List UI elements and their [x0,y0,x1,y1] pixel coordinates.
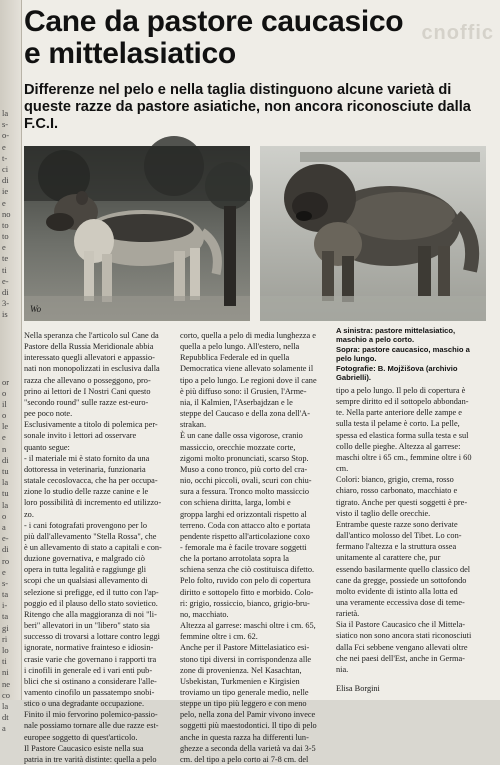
text-line: patria in tre varità distinte: quella a pelo [24,754,157,764]
text-line: una veramente eccessiva dose di teme- [336,597,465,607]
text-line: nia, il Kalmien, l'Aserbajdzan e le [180,397,293,407]
text-line: duzione governativa, e malgrado ciò [24,554,145,564]
text-line: pee poco note. [24,409,73,419]
text-line: prino ai lettori de I Nostri Cani questo [24,386,151,396]
text-line: ignorate, normative frainteso e idiosin- [24,643,154,653]
edge-text-fragment: e [2,197,6,208]
edge-text-fragment: di [2,454,9,465]
text-line: beri" allevatori in un "libero" stato sia [24,621,150,631]
column-3-body [336,385,492,675]
text-line: sulla testa il pelame è corto. La pelle, [336,419,460,429]
text-line: cane da gregge, possiede un sottofondo [336,575,467,585]
article-subtitle: Differenze nel pelo e nella taglia distinguono alcune varietà di queste razze da pastore asiatiche, non ancora riconosciute dalla F.C.I. [24,82,471,132]
text-line: stico o una degradante occupazione. [24,699,145,709]
text-line: maschi oltre i 65 cm., femmine oltre i 60 [336,452,472,462]
text-line: i cinofili in generale ed i vari enti pub- [24,665,153,675]
text-line: cm. [336,464,349,474]
text-line: cm. del tipo a pelo corto ai 7-8 cm. del [180,754,309,764]
text-line: pendente rispetto all'articolazione coxo [180,531,310,541]
text-line: statale cecoslovacca, che ha per occupa- [24,476,158,486]
text-line: Altezza al garrese: maschi oltre i cm. 65, [180,621,316,631]
text-line: siatico non sono ancora stati riconosciuti [336,631,472,641]
edge-text-fragment: ne [2,678,11,689]
previous-page-edge [0,0,22,734]
text-line: molto evidente di istinto alla lotta ed [336,586,458,596]
text-line: zigomi molto pronunciati, scarso Stop. [180,453,309,463]
text-line: femmine oltre i cm. 62. [180,632,258,642]
edge-text-fragment: il [2,398,7,409]
edge-text-fragment: tu [2,466,9,476]
edge-text-fragment [0,354,21,365]
text-line: dalla Fci sebbene vengano allevati oltre [336,642,468,652]
edge-text-fragment: dt [2,712,9,723]
text-line: interessato quegli allevatori e appassio- [24,353,155,363]
text-line: poggio ed il plauso dello stato sovietico. [24,598,158,608]
text-line: è un allevamento di stato a capitali e con- [24,542,162,552]
caption-line: Sopra: pastore caucasico, maschio a [336,344,470,354]
text-line: europee soggetto di quest'articolo. [24,732,138,742]
edge-text-fragment [0,321,21,332]
text-line: Repubblica Federale ed in quella [180,353,290,363]
text-line: troviamo un tipo generale medio, nelle [180,688,309,697]
edge-text-fragment: ni [2,667,9,678]
dog-photo-long-hair [260,146,486,321]
text-line: pelo, nella zona del Pamir vivono invece [180,710,316,720]
text-line: ri: grigio, rossiccio, bianco, grigio-bru- [180,598,310,608]
edge-text-fragment: di [2,544,9,555]
text-line: zo. [24,509,34,519]
text-line: più dall'allevamento "Stella Rossa", che [24,531,157,541]
text-line: zione lo studio delle razze canine e le [24,487,149,497]
text-line: Muso a cono tronco, più corto del cra- [180,464,308,474]
text-line: Finito il mio fervorino polemico-passio- [24,710,158,720]
text-line: strakan. [180,420,207,430]
edge-text-fragment: ri [2,633,8,644]
edge-text-fragment: e- [2,275,9,286]
edge-text-fragment: tu [2,488,9,499]
edge-text-fragment: e [2,432,6,443]
edge-text-fragment: a [2,723,6,734]
edge-text-fragment: la [2,477,9,488]
text-line: sempre diritto ed il sottopelo abbondan- [336,397,469,407]
edge-text-fragment: is [2,309,8,320]
text-line: Anche per il Pastore Mittelasiatico esi- [180,643,310,653]
article-title [24,6,494,70]
text-line: Ritengo che alla maggioranza di noi "li- [24,609,157,619]
text-line: quella a pelo lungo. All'estero, nella [180,342,300,352]
edge-text-fragment: e [2,566,6,577]
text-line: è più diffuso sono: il Grusien, l'Arme- [180,386,307,396]
edge-text-fragment: ti [2,656,7,667]
text-line: dall'antico molosso del Tibet. Lo con- [336,531,462,541]
edge-text-fragment: di [2,175,9,186]
edge-text-fragment: la [2,499,9,510]
edge-text-fragment: lo [2,645,9,655]
text-line: zone di provenienza. Nel Kasachtan, [180,665,302,675]
text-line: Usbekistan, Turkmenien e Kirgisien [180,676,300,686]
text-line: fermano l'altezza e la struttura ossea [336,542,457,552]
text-line: - i cani fotografati provengono per lo [24,520,148,530]
edge-text-fragment: o [2,410,7,421]
edge-text-fragment: n [2,443,7,454]
text-line: Nella speranza che l'articolo sul Cane da [24,331,159,340]
text-line: quanto segue: [24,442,70,452]
text-line: Pelo folto, ruvido con pelo di copertura [180,576,311,586]
text-line: terreno. Coda con attacco alto e portata [180,520,311,530]
photo-mittelasiatic-shepherd [24,146,250,321]
text-line: loro possibilità di incremento ed utilizzo- [24,498,162,508]
article-title-line-2: e mittelasiatico [24,37,236,70]
edge-text-fragment: te [2,253,9,264]
article-column-3 [336,385,492,694]
edge-text-fragment: no [2,208,11,219]
edge-text-fragment: t- [2,152,8,163]
edge-text-fragment [0,365,21,376]
text-line: Esclusivamente a titolo di polemica per- [24,420,158,430]
text-line: Democratica viene allevato solamente il [180,364,314,374]
caption-line: pelo lungo. [336,354,377,364]
caption-line: A sinistra: pastore mittelasiatico, [336,326,456,335]
text-line: collo delle pieghe. Altezza al garrese: [336,441,461,451]
text-line: tipo a pelo lungo. Il pelo di copertura è [336,386,466,395]
edge-text-fragment: or [2,376,10,387]
text-line: tipo a pelo lungo. Le regioni dove il cane [180,375,317,385]
text-line: unitamente al carattere che, pur [336,553,441,563]
article-column-1 [24,330,172,765]
text-line: Sia il Pastore Caucasico che il Mittela- [336,620,466,630]
text-line: schiena senza che ciò costituisca difetto. [180,565,315,575]
text-line: steppe un tipo più leggero e con meno [180,699,307,709]
text-line: con schiena diritta, larga, lombi e [180,498,291,508]
photo-caucasian-shepherd [260,146,486,321]
text-line: nio, occhi piccoli, ovali, scuri con chiu- [180,476,312,486]
text-line: soggetti più maestodontici. Il tipo di pelo [180,721,317,731]
article-title-line-1: Cane da pastore caucasico [24,5,404,38]
text-line: dottoressa in veterinaria, funzionaria [24,464,146,474]
text-line: successo di trovarsi a lottare contro leggi [24,632,160,642]
edge-text-fragment: s- [2,119,9,130]
text-line: sura a fessura. Tronco molto massiccio [180,487,310,497]
text-line: visto il taglio delle orecchie. [336,508,431,518]
text-line: steppe del Caucaso e della zona dell'A- [180,409,311,419]
text-line: groppa larghi ed orizzontali rispetto al [180,509,307,519]
photo-caption [336,326,496,382]
text-line: Entrambe queste razze sono derivate [336,519,458,529]
edge-text-fragment: la [2,108,9,118]
text-line: nia. [336,664,349,674]
text-line: spessa ed elastica forma sulla testa e sul [336,430,469,440]
text-line: tigrato. Anche per questi soggetti è pre- [336,497,468,507]
text-line: ghezze a seconda della varietà va dai 3-5 [180,743,316,753]
text-line: blici che si ostinano a considerare l'alle- [24,676,157,686]
text-line: nale possiamo tornare alle due razze est- [24,721,159,731]
text-line: sonale invito i lettori ad osservare [24,431,137,441]
text-line: selezione si prefigge, ed il tutto con l'ap- [24,587,159,597]
bleed-through-text: cnoffic [421,22,494,44]
edge-text-fragment: ro [2,555,10,566]
photographer-signature: Wo [30,304,42,314]
text-line: - femorale ma è facile trovare soggetti [180,542,307,552]
text-line: anche in questa razza ha differenti lun- [180,732,309,742]
edge-text-fragment: e [2,141,6,152]
text-line: nati non monopolizzati in esclusiva dalla [24,364,160,374]
edge-text-fragment: e [2,242,6,253]
edge-text-fragment: di [2,287,9,297]
edge-text-fragment: a [2,521,6,532]
text-line: diritto e sottopelo fitto e morbido. Colo- [180,587,314,597]
text-line: no, macchiato. [180,609,229,619]
text-line: "secondo round" sulle razze est-euro- [24,397,149,407]
previous-page-edge-text [0,108,21,735]
edge-text-fragment: gi [2,622,9,633]
text-line: corto, quella a pelo di media lunghezza e [180,331,316,340]
dog-photo-short-hair [24,146,250,321]
text-line: massiccio, orecchie mozzate corte, [180,442,296,452]
edge-text-fragment: i- [2,600,8,611]
edge-text-fragment: 3- [2,298,10,309]
edge-text-fragment: s- [2,577,9,588]
edge-text-fragment: e- [2,533,9,544]
edge-text-fragment: ta [2,589,9,600]
edge-text-fragment [0,332,21,343]
edge-text-fragment: ta [2,611,9,622]
text-line: te. Nella parte anteriore delle zampe e [336,408,462,418]
text-line: che nei paesi dell'Est, anche in Germa- [336,653,465,663]
text-line: essendo basilarmente quello classico del [336,564,471,574]
text-line: razza che allevano o posseggono, pro- [24,375,151,385]
edge-text-fragment: ci [2,163,9,174]
edge-text-fragment: to [2,219,9,230]
text-line: stono tipi diversi in corrispondenza alle [180,654,312,664]
edge-text-fragment: to [2,231,9,242]
text-line: Il Pastore Caucasico esiste nella sua [24,743,144,753]
text-line: chiaro, rosso carbonato, macchiato e [336,486,458,496]
text-line: vamento cinofilo un passatempo snobi- [24,688,155,697]
text-line: Pastore della Russia Meridionale abbia [24,342,154,352]
text-line: che la portano arrotolata sopra la [180,554,289,564]
text-line: rarietà. [336,609,360,619]
text-line: - il materiale mi è stato fornito da una [24,453,150,463]
text-line: Colori: bianco, grigio, crema, rosso [336,475,454,485]
edge-text-fragment: o- [2,130,10,141]
article-column-2 [180,330,330,765]
edge-text-fragment: le [2,421,9,432]
edge-text-fragment: ie [2,186,9,197]
edge-text-fragment: o [2,510,7,521]
text-line: scopi che un qualsiasi allevamento di [24,576,148,586]
caption-line: Fotografie: B. Mojžišova (archivio [336,363,458,373]
edge-text-fragment: la [2,700,9,711]
text-line: crasie varie che governano i rapporti tra [24,654,157,664]
caption-line: Gabrielli). [336,373,372,383]
edge-text-fragment: co [2,689,11,700]
article-author: Elisa Borgini [336,684,380,694]
caption-line: maschio a pelo corto. [336,335,415,345]
edge-text-fragment [0,343,21,354]
edge-text-fragment: ti [2,264,7,275]
edge-text-fragment: o [2,387,7,398]
text-line: È un cane dalle ossa vigorose, cranio [180,431,303,441]
text-line: opera in tutta legalità e raggiunge gli [24,565,147,575]
